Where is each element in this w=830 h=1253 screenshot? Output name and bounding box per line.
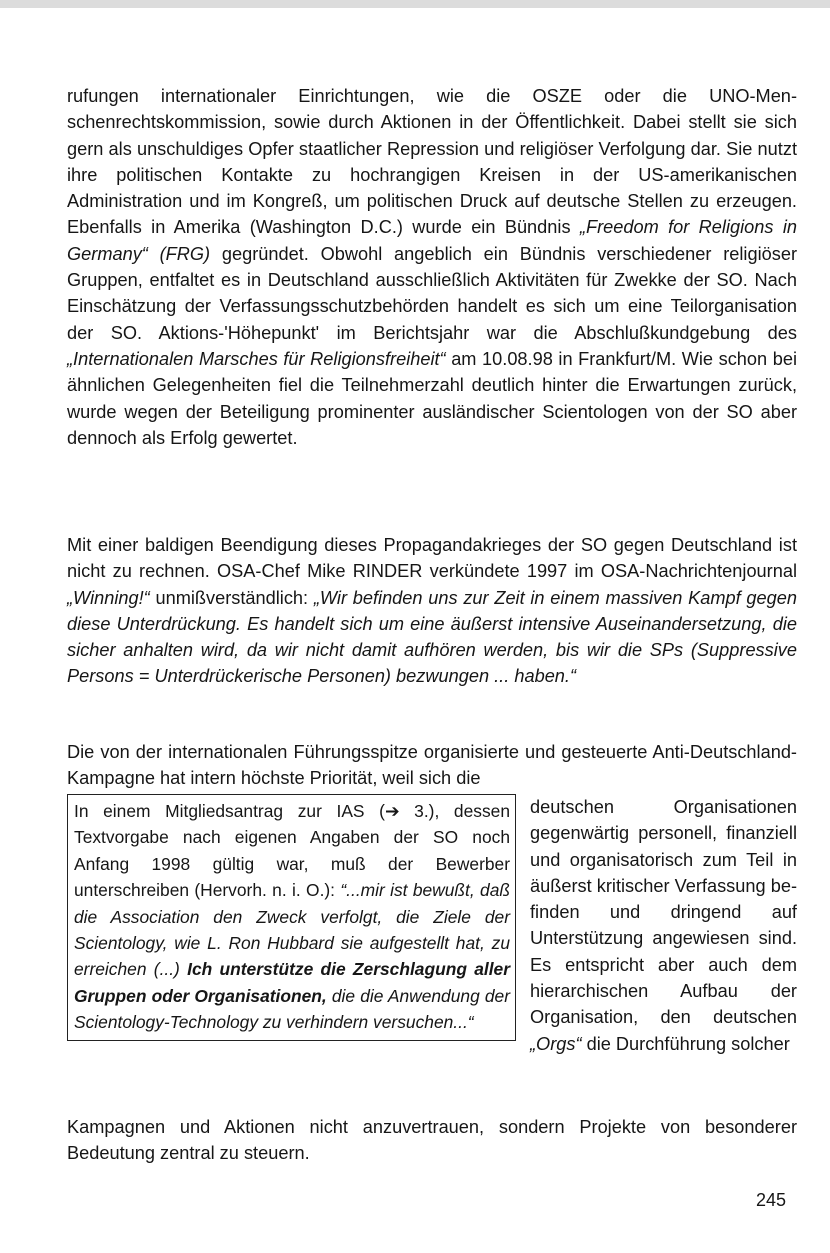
page-number: 245 (756, 1190, 787, 1210)
p2-text-1: Mit einer baldigen Beendigung dieses Propagandakrieges der SO gegen Deutschland ist nicht zu rechnen. OSA-Chef Mike RINDER verkündete 1997 im OSA-Nachrichtenjournal (67, 535, 797, 582)
sidebar-box (67, 794, 516, 1041)
paragraph-2 (67, 532, 797, 690)
box-italic-quote: “...mir ist bewußt, daß die Association den Zweck verfolgt, die Ziele der Scientology, wie L. Ron Hubbard sie aufgestellt hat, zu erreichen (...) (74, 880, 510, 980)
flow-italic-orgs: „Orgs“ (530, 1033, 582, 1054)
box-text-1: In einem Mitgliedsantrag zur IAS (➔ 3.), dessen Textvorgabe nach eigenen Angaben der SO noch Anfang 1998 gültig war, muß der Bewerber unterschreiben (Hervorh. n. i. O.): (74, 801, 510, 901)
p4-text: Kampagnen und Aktionen nicht anzuvertrauen, sondern Projekte von besonderer Bedeutung zentral zu steuern. (67, 1117, 797, 1164)
p2-italic-quote: „Wir befinden uns zur Zeit in einem massiven Kampf gegen diese Unterdrückung. Es handelt sich um eine äußerst intensive Auseinandersetzung, die sicher anhalten wird, da wir nicht damit aufhören werden, bis wir die SPs (Suppressive Persons = Unterdrückerische Personen) bezwungen ... haben.“ (67, 587, 797, 687)
p2-italic-winning: „Winning!“ (67, 587, 150, 608)
flow-text-1: deutschen Organisationen gegenwärtig personell, finanziell und organisatorisch zum Teil in äußerst kritischer Verfassung befinden und dringend auf Unterstützung angewiesen sind. Es entspricht aber auch dem hierarchischen Aufbau der Organisation, den deutschen (530, 797, 797, 1028)
paragraph-1 (67, 83, 797, 451)
paragraph-4 (67, 1114, 797, 1167)
flow-text-2: die Durchführung solcher (581, 1033, 790, 1054)
box-bold-italic: Ich unterstütze die Zerschlagung aller Gruppen oder Organisationen, (74, 959, 510, 1006)
p1-text-2: gegründet. Obwohl angeblich ein Bündnis verschiedener religiöser Gruppen, entfaltet es in Deutschland ausschließlich Aktivitäten für Zwekke der SO. Nach Einschätzung der Verfassungsschutzbehörden handelt es sich um eine Teilorganisation der SO. Aktions-'Höhepunkt' im Berichtsjahr war die Abschlußkundgebung des (67, 243, 797, 343)
box-italic-end: die die Anwendung der Scientology-Technology zu verhindern versuchen...“ (74, 985, 510, 1033)
p1-italic-marsch: „Internationalen Marsches für Religionsfreiheit“ (67, 348, 446, 369)
boxed-section (67, 794, 797, 1057)
p1-italic-frg: „Freedom for Religions in Germany“ (FRG) (67, 217, 797, 264)
paragraph-3 (67, 739, 797, 792)
p2-text-2: unmißverständlich: (149, 587, 314, 608)
scan-top-edge (0, 0, 830, 8)
p1-text-1: rufungen internationaler Einrichtungen, wie die OSZE oder die UNO-Menschenrechtskommission, sowie durch Aktionen in der Öffentlichkeit. Dabei stellt sie sich gern als unschuldiges Opfer staatlicher Repression und religiöser Verfolgung dar. Sie nutzt ihre politischen Kontakte zu hochrangigen Kreisen in der US-amerikanischen Administration und im Kongreß, um politischen Druck auf deutsche Stellen zu erzeugen. Ebenfalls in Amerika (Washington D.C.) wurde ein Bündnis (67, 86, 797, 238)
p3-text: Die von der internationalen Führungsspitze organisierte und gesteuerte Anti-Deutschland-Kampagne hat intern höchste Priorität, weil sich die (67, 742, 797, 789)
p1-text-3: am 10.08.98 in Frankfurt/M. Wie schon bei ähnlichen Gelegenheiten fiel die Teilnehmerzahl deutlich hinter die Erwartungen zurück, wurde wegen der Beteiligung prominenter ausländischer Scientologen von der SO aber dennoch als Erfolg gewertet. (67, 348, 797, 448)
